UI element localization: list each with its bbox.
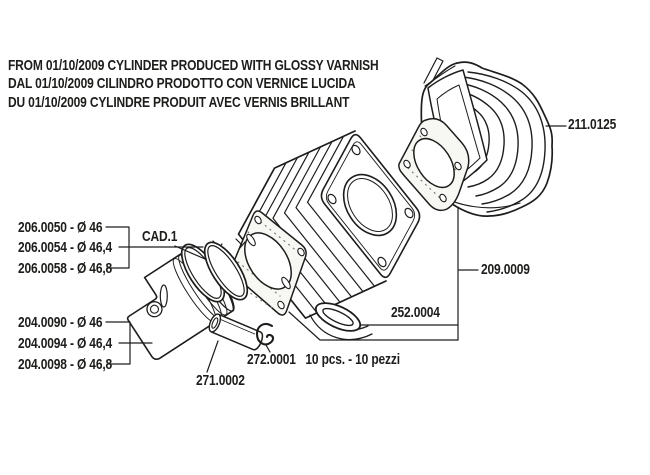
label-head: 211.0125: [568, 116, 617, 133]
label-cad1: CAD.1: [142, 228, 178, 245]
label-ring-size-46-8: 206.0058 - Ø 46,8: [18, 260, 113, 277]
circlip-quantity: 10 pcs. - 10 pezzi: [305, 351, 400, 368]
label-gasket-set: 209.0009: [481, 261, 530, 278]
label-ring-size-46: 206.0050 - Ø 46: [18, 219, 103, 236]
label-piston-size-46-4: 204.0094 - Ø 46,4: [18, 335, 113, 352]
label-oring: 252.0004: [391, 304, 440, 321]
label-piston-size-46-8: 204.0098 - Ø 46,8: [18, 356, 113, 373]
wrist-pin-drawing: [207, 313, 265, 352]
varnish-notice: [8, 57, 378, 112]
label-pin: 271.0002: [196, 372, 245, 389]
notice-line-en: FROM 01/10/2009 CYLINDER PRODUCED WITH GLOSSY VARNISH: [8, 57, 379, 74]
notice-line-fr: DU 01/10/2009 CYLINDRE PRODUIT AVEC VERNIS BRILLANT: [8, 93, 350, 111]
circlip-part-code: 272.0001: [247, 351, 296, 368]
label-circlip: [247, 351, 400, 368]
label-piston-size-46: 204.0090 - Ø 46: [18, 314, 103, 331]
label-ring-size-46-4: 206.0054 - Ø 46,4: [18, 239, 113, 256]
leader-pin: [207, 341, 218, 372]
notice-line-it: DAL 01/10/2009 CILINDRO PRODOTTO CON VERNICE LUCIDA: [8, 75, 356, 93]
